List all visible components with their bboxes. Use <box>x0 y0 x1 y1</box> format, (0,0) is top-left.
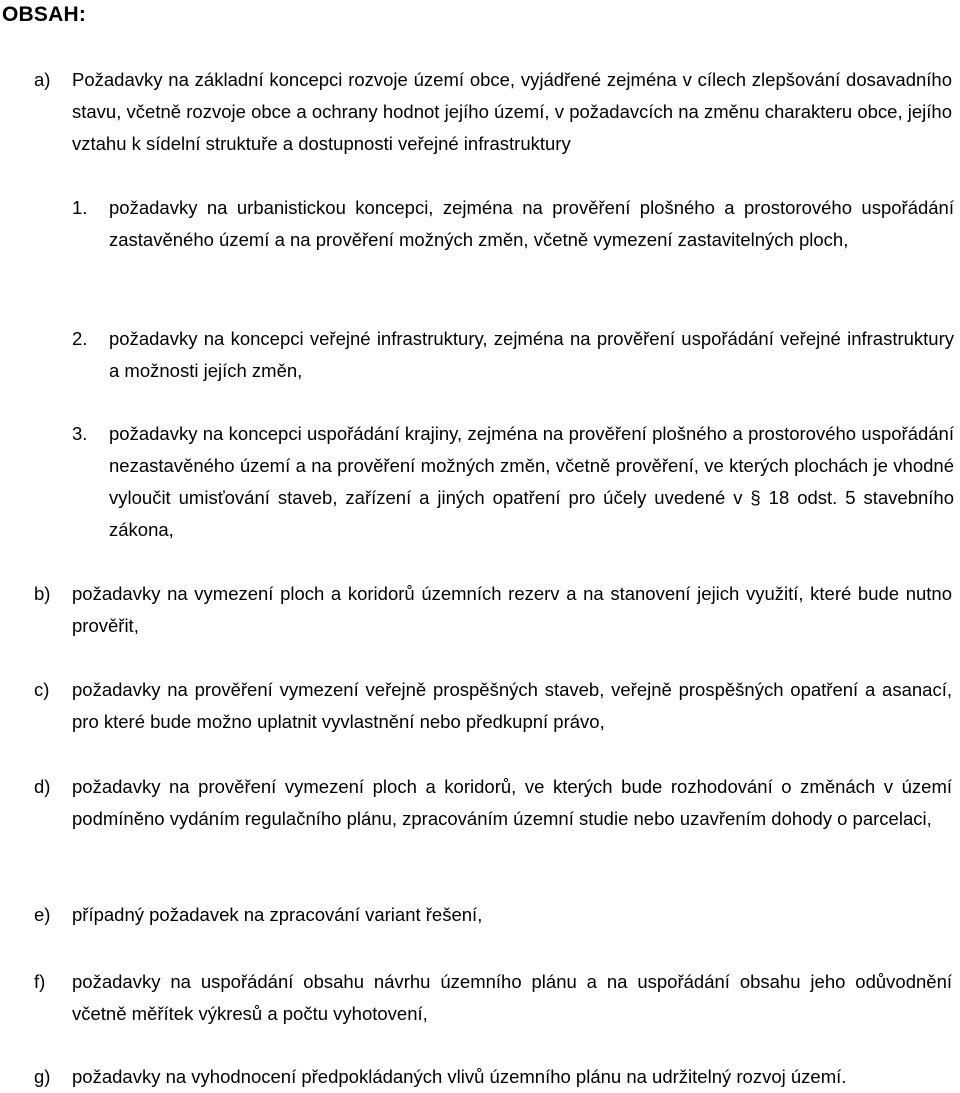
list-item-text: požadavky na vymezení ploch a koridorů územních rezerv a na stanovení jejich využití, které bude nutno prověřit, <box>72 583 952 636</box>
list-item-text: požadavky na vyhodnocení předpokládaných vlivů územního plánu na udržitelný rozvoj území. <box>72 1066 847 1087</box>
list-item-text: požadavky na prověření vymezení veřejně prospěšných staveb, veřejně prospěšných opatření a asanací, pro které bude možno uplatnit vyvlastnění nebo předkupní právo, <box>72 679 952 732</box>
list-item-d <box>0 771 960 871</box>
list-item-text: Požadavky na základní koncepci rozvoje území obce, vyjádřené zejména v cílech zlepšování dosavadního stavu, včetně rozvoje obce a ochrany hodnot jejího území, v požadavcích na změnu charakteru obce, jejího vztahu k sídelní struktuře a dostupnosti veřejné infrastruktury <box>72 69 952 154</box>
sub-item-text: požadavky na koncepci veřejné infrastruktury, zejména na prověření uspořádání veřejné infrastruktury a možnosti jejích změn, <box>109 328 954 381</box>
document-heading: OBSAH: <box>2 3 87 26</box>
sub-item-2 <box>0 323 960 393</box>
list-marker: f) <box>34 971 46 992</box>
sub-marker: 1. <box>72 197 88 218</box>
list-item-text: požadavky na prověření vymezení ploch a koridorů, ve kterých bude rozhodování o změnách v území podmíněno vydáním regulačního plánu, zpracováním územní studie nebo uzavřením dohody o parcelaci, <box>72 776 952 829</box>
list-marker: e) <box>34 904 51 925</box>
list-item-a <box>0 64 960 164</box>
list-item-f <box>0 966 960 1036</box>
list-item-e <box>0 899 960 935</box>
list-marker: g) <box>34 1066 51 1087</box>
list-item-text: požadavky na uspořádání obsahu návrhu územního plánu a na uspořádání obsahu jeho odůvodnění včetně měřítek výkresů a počtu vyhotovení, <box>72 971 952 1024</box>
list-marker: c) <box>34 679 50 700</box>
list-marker: b) <box>34 583 51 604</box>
list-item-g <box>0 1061 960 1092</box>
list-marker: d) <box>34 776 51 797</box>
sub-item-text: požadavky na urbanistickou koncepci, zejména na prověření plošného a prostorového uspořádání zastavěného území a na prověření možných změn, včetně vymezení zastavitelných ploch, <box>109 197 954 250</box>
sub-item-text: požadavky na koncepci uspořádání krajiny, zejména na prověření plošného a prostorového uspořádání nezastavěného území a na prověření možných změn, včetně prověření, ve kterých plochách je vhodné vyloučit umisťování staveb, zařízení a jiných opatření pro účely uvedené v § 18 odst. 5 stavebního zákona, <box>109 423 954 540</box>
list-marker: a) <box>34 69 51 90</box>
list-item-text: případný požadavek na zpracování variant řešení, <box>72 904 483 925</box>
list-item-b <box>0 578 960 648</box>
sub-item-1 <box>0 192 960 292</box>
sub-marker: 3. <box>72 423 88 444</box>
list-item-c <box>0 674 960 744</box>
sub-marker: 2. <box>72 328 88 349</box>
sub-item-3 <box>0 418 960 548</box>
